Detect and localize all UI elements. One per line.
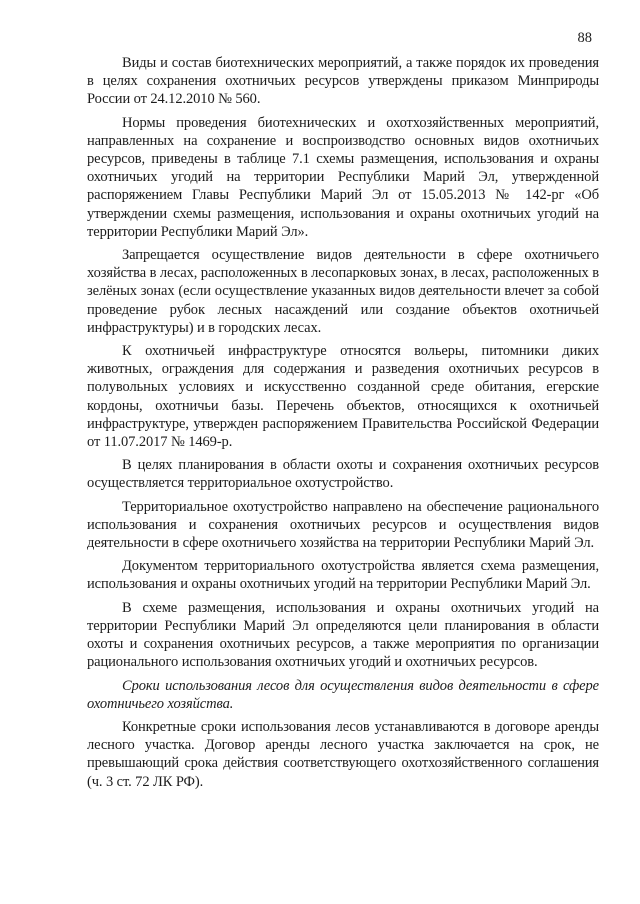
section-heading-italic: Сроки использования лесов для осуществления видов деятельности в сфере охотничьего хозяйства. <box>87 677 599 712</box>
paragraph-2: Нормы проведения биотехнических и охотхозяйственных мероприятий, направленных на сохранение и воспроизводство основных видов охотничьих ресурсов, приведены в таблице 7.1 схемы размещения, использования и охраны охотничьих угодий на территории Республики Марий Эл, утвержденной распоряжением Главы Республики Марий Эл от 15.05.2013 № 142-рг «Об утверждении схемы размещения, использования и охраны охотничьих угодий на территории Республики Марий Эл». <box>87 114 599 240</box>
paragraph-3: Запрещается осуществление видов деятельности в сфере охотничьего хозяйства в лесах, расположенных в лесопарковых зонах, в лесах, расположенных в зелёных зонах (если осуществление указанных видов деятельности влечет за собой проведение рубок лесных насаждений или создание объектов охотничьей инфраструктуры) и в городских лесах. <box>87 247 599 336</box>
document-body <box>87 54 599 796</box>
paragraph-5: В целях планирования в области охоты и сохранения охотничьих ресурсов осуществляется территориальное охотустройство. <box>87 457 599 492</box>
paragraph-6: Территориальное охотустройство направлено на обеспечение рационального использования и сохранения охотничьих ресурсов и осуществления видов деятельности в сфере охотничьего хозяйства на территории Республики Марий Эл. <box>87 498 599 552</box>
paragraph-4: К охотничьей инфраструктуре относятся вольеры, питомники диких животных, ограждения для содержания и разведения охотничьих ресурсов в полувольных условиях и искусственно созданной среде обитания, егерские кордоны, охотничьи базы. Перечень объектов, относящихся к охотничьей инфраструктуре, утвержден распоряжением Правительства Российской Федерации от 11.07.2017 № 1469-р. <box>87 343 599 451</box>
paragraph-10: Конкретные сроки использования лесов устанавливаются в договоре аренды лесного участка. Договор аренды лесного участка заключается на срок, не превышающий срока действия соответствующего охотхозяйственного соглашения (ч. 3 ст. 72 ЛК РФ). <box>87 718 599 790</box>
paragraph-1: Виды и состав биотехнических мероприятий, а также порядок их проведения в целях сохранения охотничьих ресурсов утверждены приказом Минприроды России от 24.12.2010 № 560. <box>87 55 599 108</box>
paragraph-8: В схеме размещения, использования и охраны охотничьих угодий на территории Республики Марий Эл определяются цели планирования в области охоты и сохранения охотничьих ресурсов, а также мероприятия по организации рационального использования охотничьих угодий и охотничьих ресурсов. <box>87 599 599 671</box>
page-number: 88 <box>577 30 592 46</box>
paragraph-7: Документом территориального охотустройства является схема размещения, использования и охраны охотничьих угодий на территории Республики Марий Эл. <box>87 558 599 593</box>
